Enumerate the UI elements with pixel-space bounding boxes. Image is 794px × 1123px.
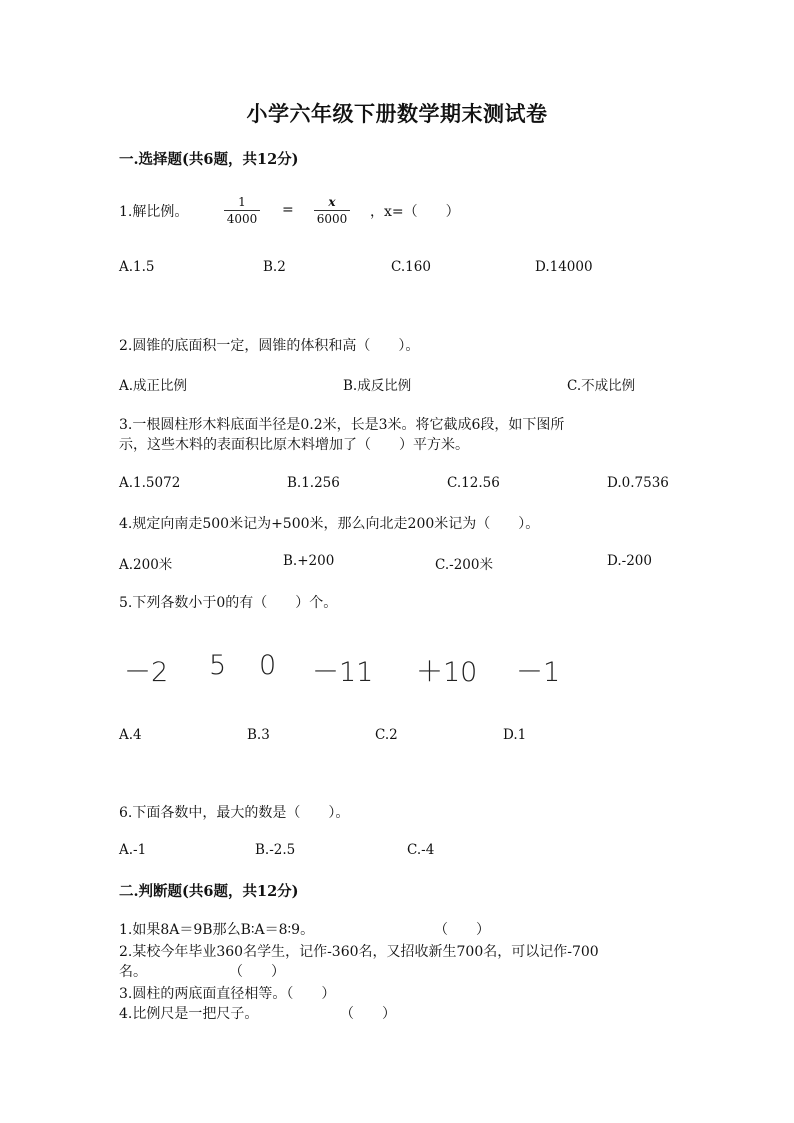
q6-option-a[interactable]: A.-1 — [119, 842, 147, 858]
q5-option-c[interactable]: C.2 — [375, 727, 398, 743]
page-title: 小学六年级下册数学期末测试卷 — [246, 101, 548, 126]
fraction-1-denominator: 4000 — [226, 212, 258, 226]
section-heading-choice: 一.选择题(共6题，共12分) — [119, 151, 299, 168]
judgement-1-blank[interactable]: （ ） — [434, 922, 490, 938]
judgement-3-text: 3.圆柱的两底面直径相等。（ ） — [119, 986, 336, 1002]
number-item: －2 — [124, 657, 169, 688]
judgement-2-text: 2.某校今年毕业360名学生，记作-360名，又招收新生700名，可以记作-700 — [119, 944, 599, 960]
question-6-text: 6.下面各数中，最大的数是（ ）。 — [119, 805, 350, 821]
question-4-text: 4.规定向南走500米记为+500米，那么向北走200米记为（ ）。 — [119, 516, 540, 532]
number-item: －1 — [516, 657, 561, 688]
question-3-line-1: 3.一根圆柱形木料底面半径是0.2米，长是3米。将它截成6段，如下图所 — [119, 417, 565, 433]
q3-option-d[interactable]: D.0.7536 — [607, 475, 669, 491]
judgement-1-text: 1.如果8A＝9B那么B∶A＝8∶9。 — [119, 922, 315, 938]
q5-option-d[interactable]: D.1 — [503, 727, 527, 743]
judgement-4-blank[interactable]: （ ） — [340, 1006, 396, 1022]
q5-option-a[interactable]: A.4 — [119, 727, 142, 743]
question-2-text: 2.圆锥的底面积一定，圆锥的体积和高（ ）。 — [119, 338, 420, 354]
fraction-2-bar — [314, 210, 350, 211]
q6-option-c[interactable]: C.-4 — [407, 842, 435, 858]
q4-option-a[interactable]: A.200米 — [119, 557, 173, 573]
q2-option-a[interactable]: A.成正比例 — [119, 378, 188, 394]
number-item: 0 — [259, 650, 277, 681]
equals-sign: = — [282, 202, 294, 218]
fraction-1 — [224, 195, 260, 226]
judgement-4-text: 4.比例尺是一把尺子。 — [119, 1006, 259, 1022]
q1-option-c[interactable]: C.160 — [391, 259, 431, 275]
q1-option-a[interactable]: A.1.5 — [119, 259, 155, 275]
q4-option-d[interactable]: D.-200 — [607, 553, 652, 569]
q6-option-b[interactable]: B.-2.5 — [255, 842, 296, 858]
question-3-line-2: 示，这些木料的表面积比原木料增加了（ ）平方米。 — [119, 437, 469, 453]
number-item: 5 — [209, 650, 227, 681]
number-item: ＋10 — [416, 657, 478, 688]
q4-option-c[interactable]: C.-200米 — [435, 557, 493, 573]
fraction-1-bar — [224, 210, 260, 211]
q3-option-c[interactable]: C.12.56 — [447, 475, 500, 491]
q4-option-b[interactable]: B.+200 — [283, 553, 335, 569]
question-1-prefix: 1.解比例。 — [119, 204, 189, 220]
number-item: －11 — [312, 657, 374, 688]
q2-option-b[interactable]: B.成反比例 — [343, 378, 412, 394]
q3-option-a[interactable]: A.1.5072 — [119, 475, 181, 491]
fraction-2-numerator: x — [328, 195, 336, 209]
fraction-2 — [314, 195, 350, 226]
q1-option-b[interactable]: B.2 — [263, 259, 286, 275]
question-5-text: 5.下列各数小于0的有（ ）个。 — [119, 595, 338, 611]
fraction-2-denominator: 6000 — [316, 212, 348, 226]
judgement-2-blank[interactable]: （ ） — [229, 964, 285, 980]
q5-option-b[interactable]: B.3 — [247, 727, 270, 743]
section-heading-judgement: 二.判断题(共6题，共12分) — [119, 883, 299, 900]
fraction-1-numerator: 1 — [238, 195, 246, 209]
question-1-suffix: ，x=（ ） — [370, 204, 460, 220]
judgement-2-cont: 名。 — [119, 964, 147, 980]
q1-option-d[interactable]: D.14000 — [535, 259, 593, 275]
q3-option-b[interactable]: B.1.256 — [287, 475, 340, 491]
q2-option-c[interactable]: C.不成比例 — [567, 378, 636, 394]
